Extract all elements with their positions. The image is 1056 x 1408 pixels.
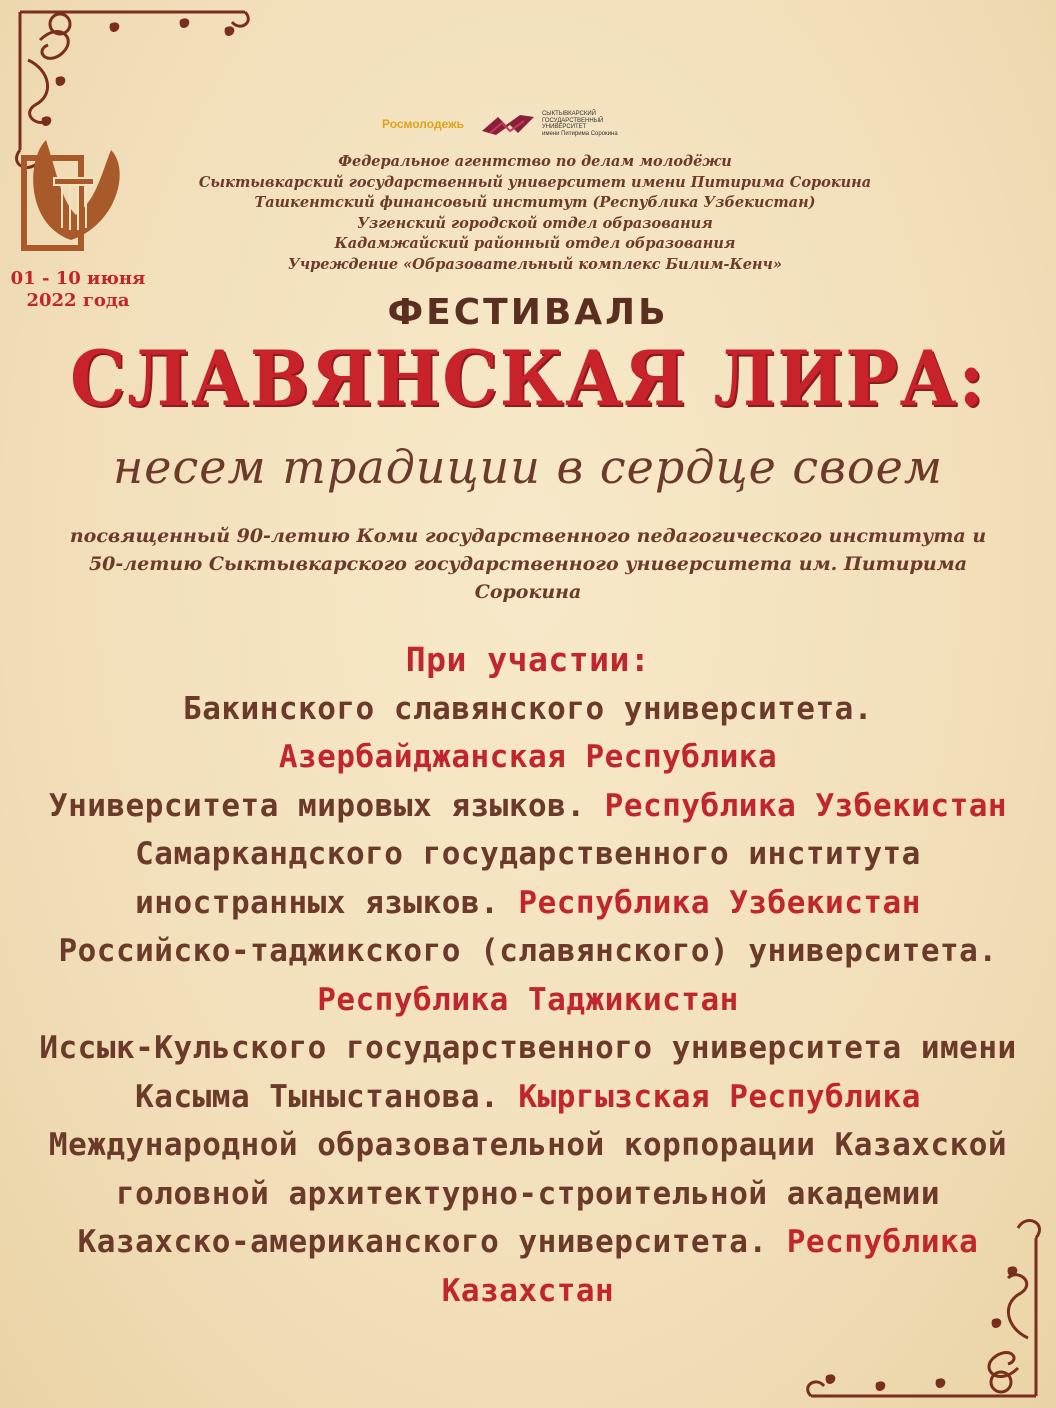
participant-line: Самаркандского государственного института bbox=[135, 836, 921, 872]
participant-line: Казахско-американского университета. Республика bbox=[77, 1224, 979, 1260]
country-name: Азербайджанская Республика bbox=[278, 739, 778, 775]
participant-line: головной архитектурно-строительной академии bbox=[115, 1175, 941, 1212]
participants-section bbox=[0, 636, 1056, 1315]
festival-label: ФЕСТИВАЛЬ bbox=[387, 292, 669, 333]
participant-line bbox=[0, 733, 1056, 782]
participant-line: Российско-таджикского (славянского) университета. bbox=[58, 933, 998, 969]
organizer-item: Учреждение «Образовательный комплекс Билим-Кенч» bbox=[288, 255, 782, 273]
date-line-2: 2022 года bbox=[26, 290, 130, 311]
country-name: Республика Узбекистан bbox=[604, 787, 1008, 824]
participant-line: иностранных языков. Республика Узбекистан bbox=[135, 884, 921, 921]
country-name: Республика bbox=[786, 1224, 979, 1260]
organizer-item: Ташкентский финансовый институт (Республика Узбекистан) bbox=[254, 194, 816, 211]
country-name: Кыргызская Республика bbox=[518, 1078, 921, 1115]
dedication-text bbox=[20, 522, 1036, 606]
main-title: СЛАВЯНСКАЯ ЛИРА: bbox=[69, 334, 987, 423]
dedication-line: Сорокина bbox=[474, 581, 582, 603]
rosmolodezh-logo: Росмолодежь bbox=[382, 117, 464, 131]
country-name: Республика Таджикистан bbox=[317, 981, 739, 1018]
participant-line: Бакинского славянского университета. bbox=[183, 690, 873, 727]
participant-line: Университета мировых языков. Республика Узбекистан bbox=[48, 787, 1008, 824]
participant-line bbox=[0, 976, 1056, 1025]
organizers-list bbox=[110, 152, 960, 275]
participant-line: Касыма Тыныстанова. Кыргызская Республика bbox=[135, 1078, 921, 1115]
country-name: Республика Узбекистан bbox=[518, 884, 921, 921]
dedication-line: посвященный 90-летию Коми государственного педагогического института и bbox=[69, 525, 987, 547]
date-line-1: 01 - 10 июня bbox=[10, 268, 146, 289]
ssu-logo-text: СЫКТЫВКАРСКИЙ ГОСУДАРСТВЕННЫЙ УНИВЕРСИТЕТ имени Питирима Сорокина bbox=[541, 111, 618, 137]
participant-line bbox=[0, 1267, 1056, 1316]
sponsor-logos bbox=[382, 106, 652, 142]
country-name: Казахстан bbox=[441, 1272, 615, 1309]
ssu-emblem-icon bbox=[480, 111, 536, 137]
participant-line: Иссык-Кульского государственного университета имени bbox=[39, 1030, 1017, 1066]
participants-header: При участии: bbox=[405, 640, 651, 679]
organizer-item: Сыктывкарский государственный университет имени Питирима Сорокина bbox=[198, 173, 872, 191]
organizer-item: Кадамжайский районный отдел образования bbox=[334, 235, 736, 252]
subtitle: несем традиции в сердце своем bbox=[112, 440, 944, 494]
organizer-item: Узгенский городской отдел образования bbox=[357, 214, 713, 232]
participant-line: Международной образовательной корпорации Казахской bbox=[48, 1127, 1008, 1163]
ssu-logo bbox=[480, 111, 652, 137]
organizer-item: Федеральное агентство по делам молодёжи bbox=[338, 153, 732, 170]
dedication-line: 50-летию Сыктывкарского государственного университета им. Питирима bbox=[88, 553, 968, 575]
